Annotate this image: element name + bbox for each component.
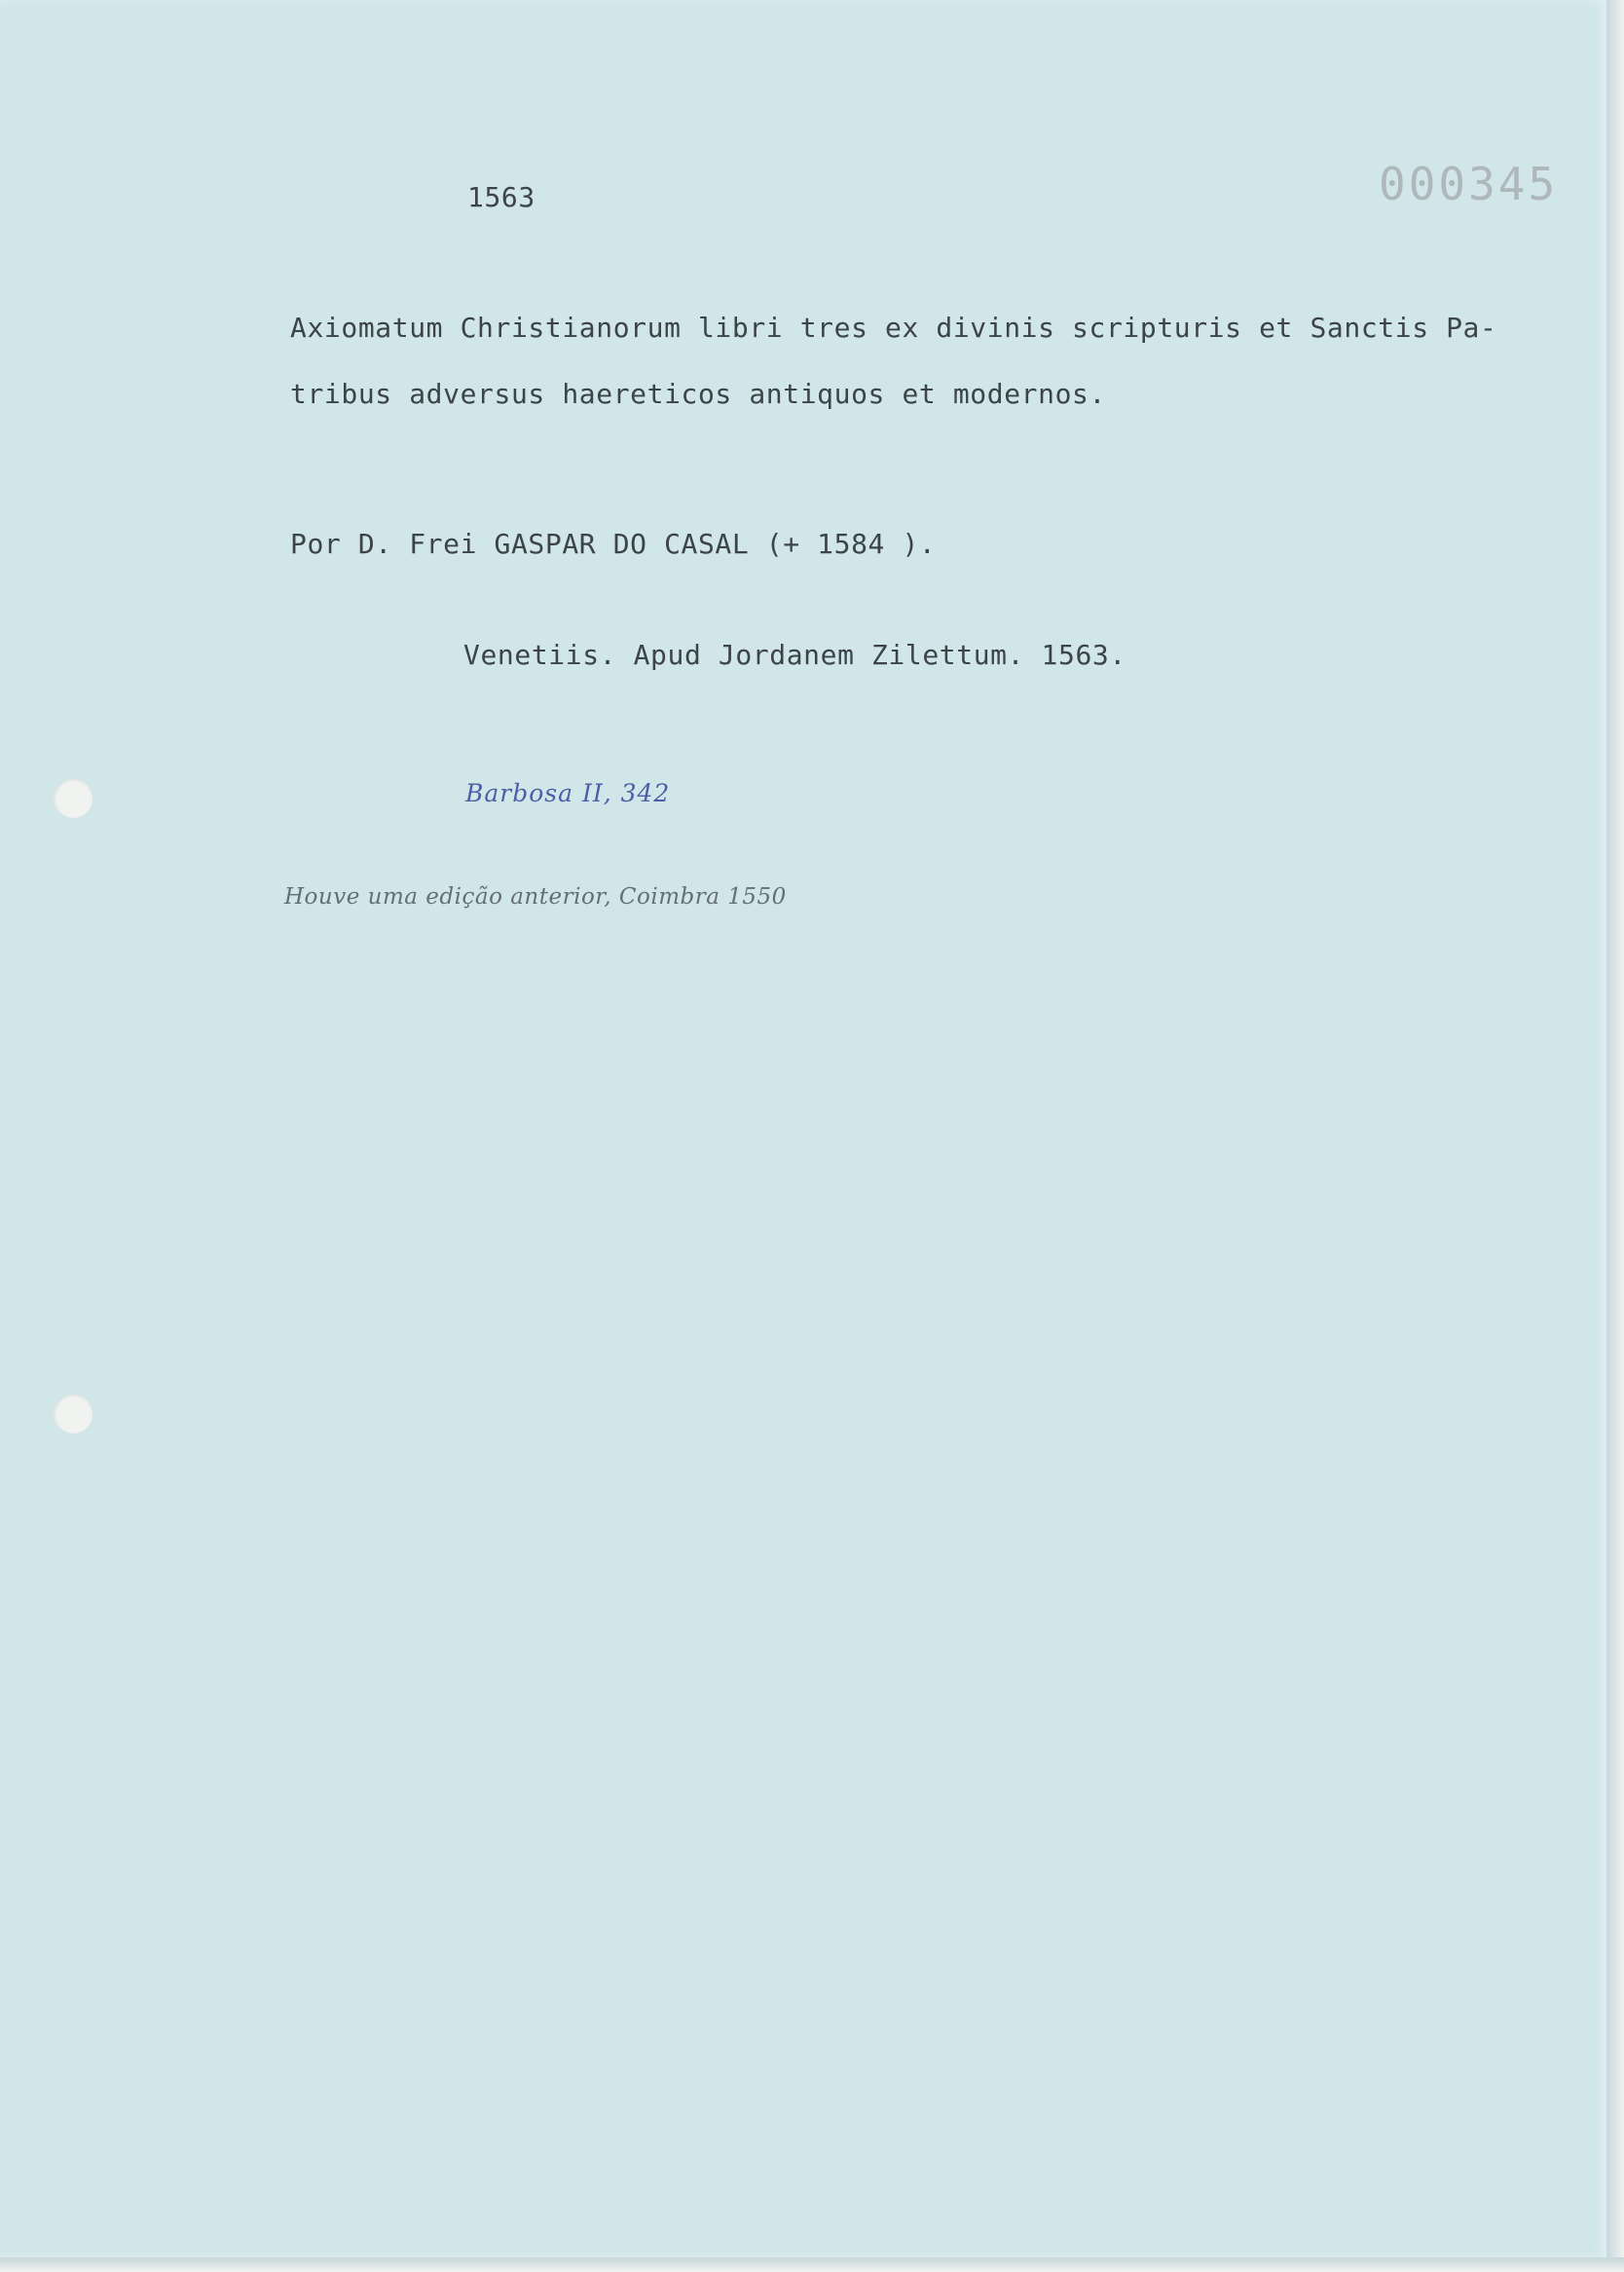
title-line-2: tribus adversus haereticos antiquos et modernos. — [290, 378, 1106, 410]
scan-edge-bottom — [0, 2257, 1624, 2272]
punch-hole-bottom — [54, 1395, 92, 1434]
title-line-1: Axiomatum Christianorum libri tres ex divinis scripturis et Sanctis Pa- — [290, 312, 1497, 344]
handwritten-edition-note: Houve uma edição anterior, Coimbra 1550 — [284, 884, 787, 910]
punch-hole-top — [54, 779, 92, 818]
author-line: Por D. Frei GASPAR DO CASAL (+ 1584 ). — [290, 528, 937, 560]
scan-edge-right — [1606, 0, 1624, 2272]
card-year: 1563 — [467, 181, 535, 213]
handwritten-reference-note: Barbosa II, 342 — [465, 779, 671, 807]
stamp-number: 000345 — [1379, 158, 1559, 210]
imprint-line: Venetiis. Apud Jordanem Zilettum. 1563. — [463, 639, 1126, 671]
